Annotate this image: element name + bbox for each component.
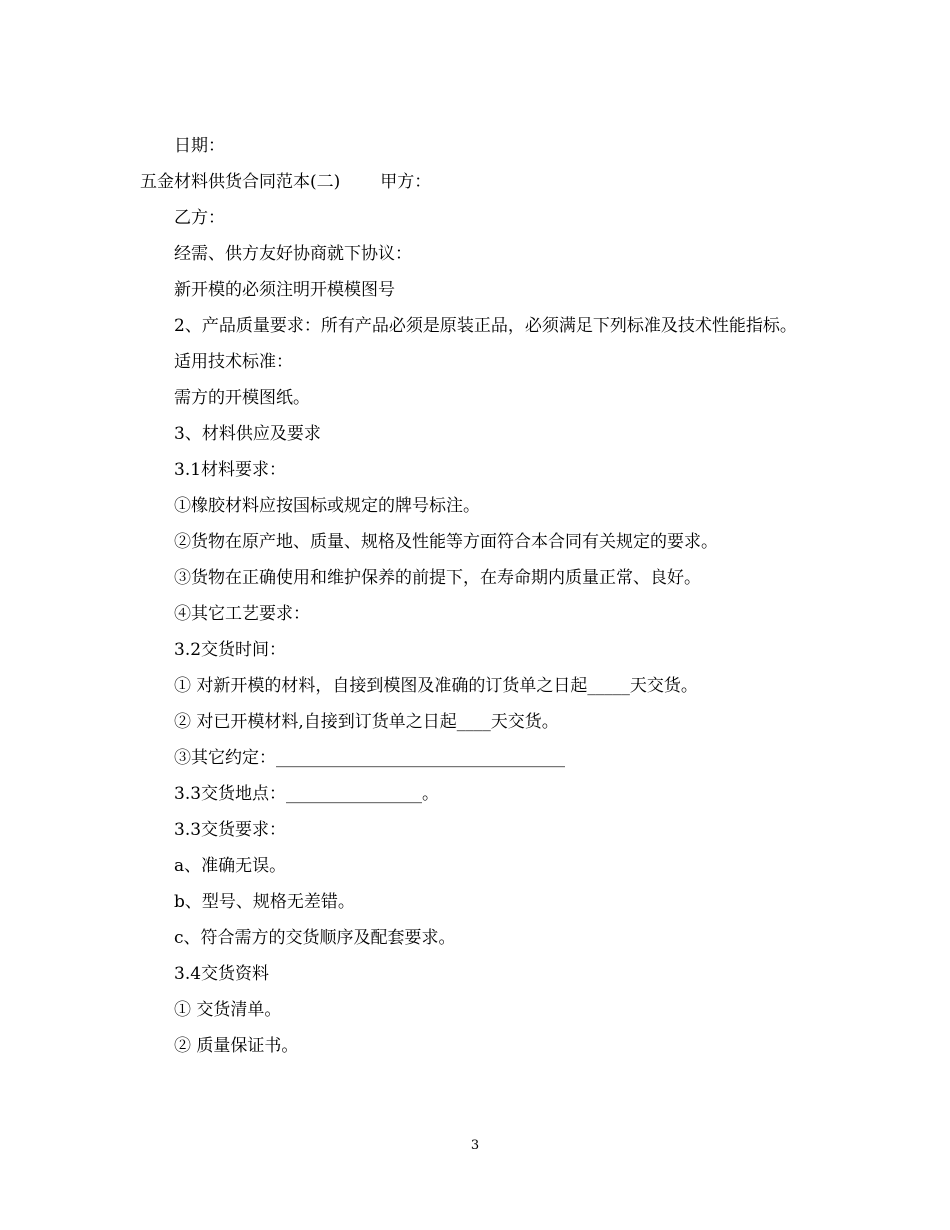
- page-number: 3: [470, 1138, 480, 1153]
- list-item: ② 对已开模材料,自接到订货单之日起____天交货。: [174, 712, 559, 732]
- drawings-note: 需方的开模图纸。: [174, 388, 310, 408]
- list-item: ① 交货清单。: [174, 1000, 282, 1020]
- subsection-heading: 3.3交货地点：________________。: [174, 784, 440, 804]
- subsection-heading: 3.3交货要求：: [174, 820, 287, 840]
- title-line: [140, 164, 810, 200]
- list-item: a、准确无误。: [174, 856, 287, 876]
- list-item: ①橡胶材料应按国标或规定的牌号标注。: [174, 496, 480, 516]
- subsection-heading: 3.2交货时间：: [174, 640, 287, 660]
- list-item: ③货物在正确使用和维护保养的前提下，在寿命期内质量正常、良好。: [174, 568, 701, 588]
- list-item: b、型号、规格无差错。: [174, 892, 355, 912]
- document-body: [140, 128, 810, 1064]
- list-item: ② 质量保证书。: [174, 1036, 299, 1056]
- document-title: 五金材料供货合同范本(二): [140, 172, 341, 192]
- list-item: c、符合需方的交货顺序及配套要求。: [174, 928, 456, 948]
- tech-standard-label: 适用技术标准：: [174, 352, 293, 372]
- section-heading: 3、材料供应及要求: [174, 424, 321, 444]
- subsection-heading: 3.1材料要求：: [174, 460, 287, 480]
- date-line: 日期：: [174, 136, 225, 156]
- list-item: ① 对新开模的材料，自接到模图及准确的订货单之日起_____天交货。: [174, 676, 698, 696]
- quality-requirement: 2、产品质量要求：所有产品必须是原装正品，必须满足下列标准及技术性能指标。: [174, 316, 797, 336]
- list-item: ③其它约定：__________________________________: [174, 748, 565, 768]
- agreement-intro: 经需、供方友好协商就下协议：: [174, 244, 412, 264]
- list-item: ②货物在原产地、质量、规格及性能等方面符合本合同有关规定的要求。: [174, 532, 718, 552]
- new-mold-note: 新开模的必须注明开模模图号: [174, 280, 395, 300]
- party-a-label: 甲方：: [380, 172, 432, 192]
- party-b-label: 乙方：: [174, 208, 225, 228]
- subsection-heading: 3.4交货资料: [174, 964, 270, 984]
- list-item: ④其它工艺要求：: [174, 604, 310, 624]
